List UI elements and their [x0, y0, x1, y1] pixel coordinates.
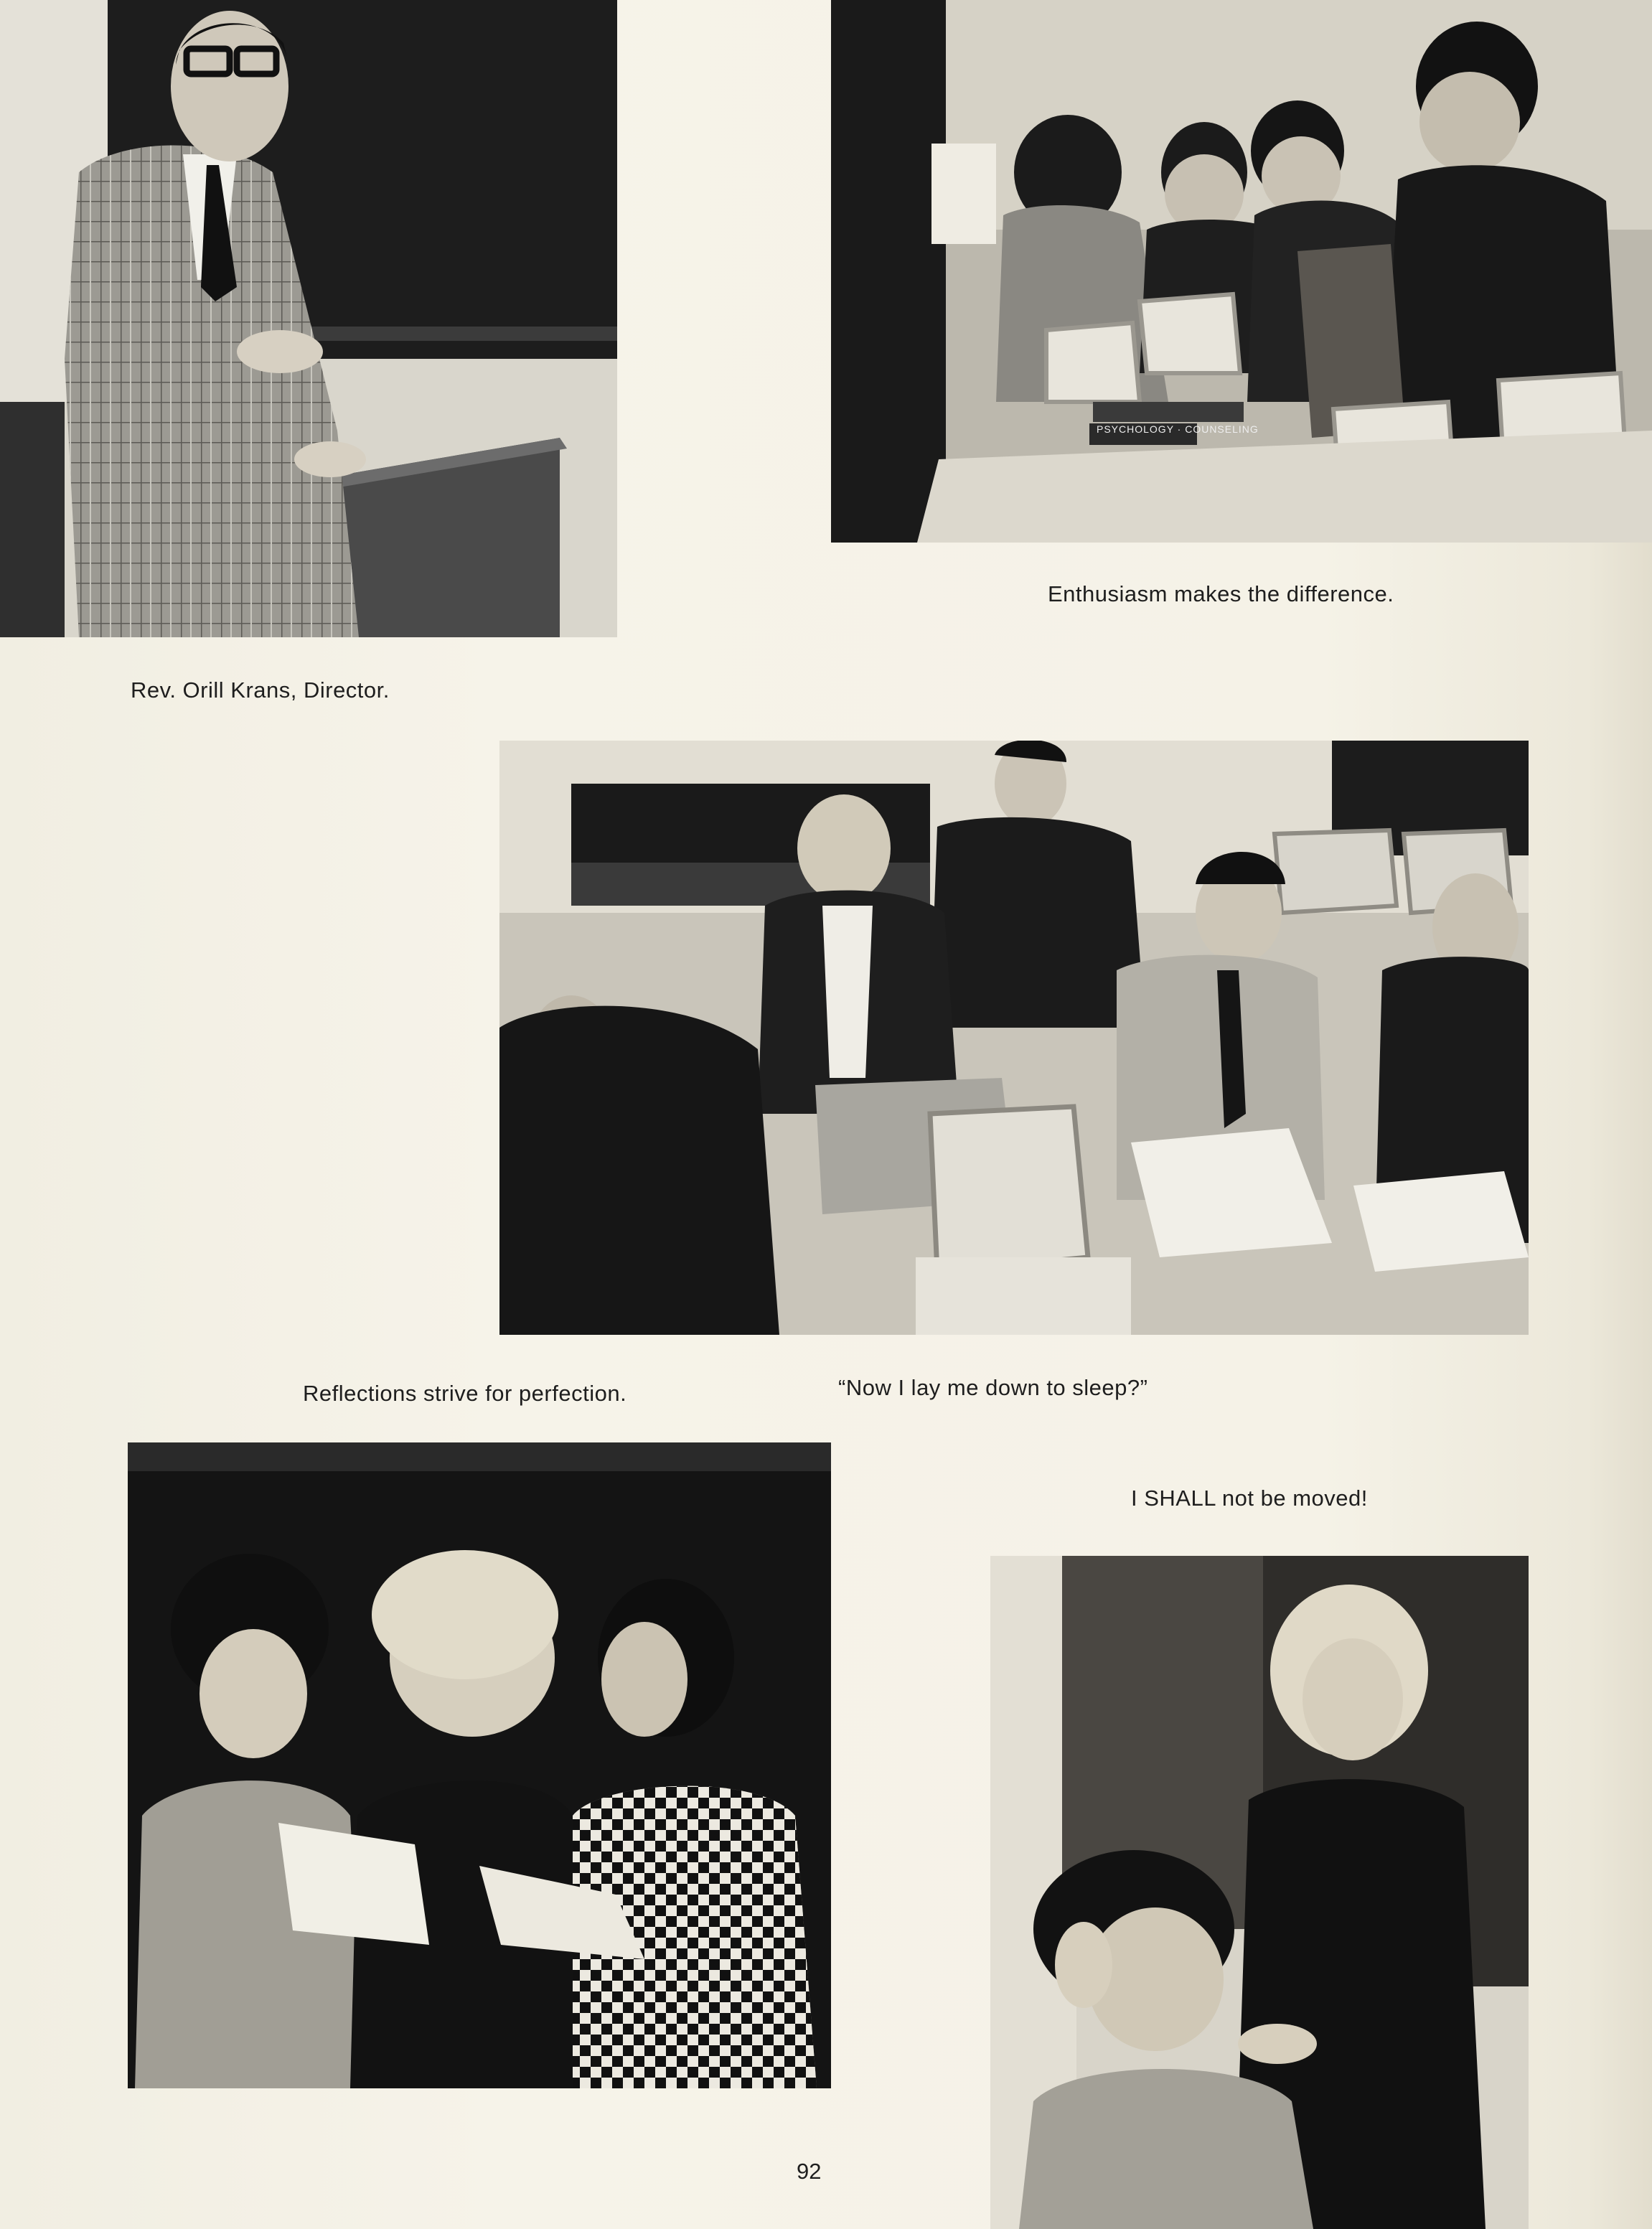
caption-sleep: “Now I lay me down to sleep?”: [838, 1375, 1148, 1400]
photo-students-class: [831, 0, 1652, 543]
caption-enthusiasm: Enthusiasm makes the difference.: [1048, 581, 1394, 606]
director-illustration: [0, 0, 617, 637]
caption-moved: I SHALL not be moved!: [1131, 1486, 1368, 1511]
caption-director: Rev. Orill Krans, Director.: [131, 677, 390, 703]
two-women-illustration: [990, 1556, 1529, 2229]
students-class-illustration: [831, 0, 1652, 543]
photo-students-seated: [499, 741, 1529, 1335]
three-women-illustration: [128, 1442, 831, 2088]
caption-reflections: Reflections strive for perfection.: [303, 1381, 627, 1406]
photo-three-women: [128, 1442, 831, 2088]
students-seated-illustration: [499, 741, 1529, 1335]
page-number: 92: [797, 2159, 822, 2184]
psych-book-spine: PSYCHOLOGY · COUNSELING: [1097, 423, 1259, 435]
photo-director-lectern: [0, 0, 617, 637]
photo-two-women: [990, 1556, 1529, 2229]
